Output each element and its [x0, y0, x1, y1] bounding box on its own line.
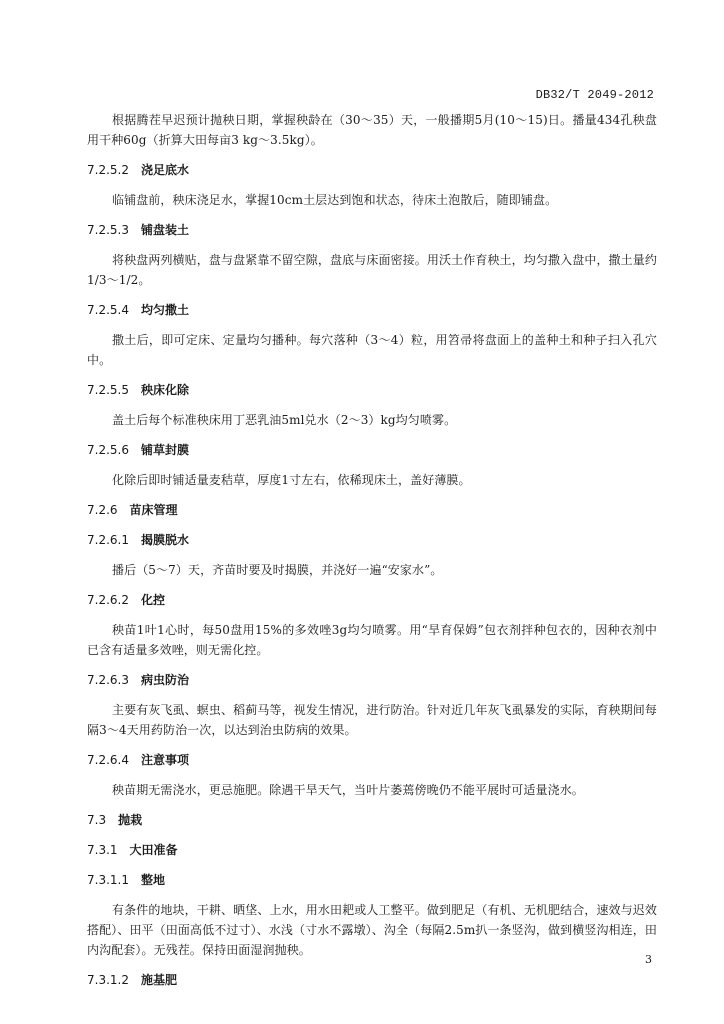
body-paragraph: 主要有灰飞虱、螟虫、稻蓟马等，视发生情况，进行防治。针对近几年灰飞虱暴发的实际，育秧期间每隔3～4天用药防治一次，以达到治虫防病的效果。: [87, 703, 657, 737]
section-number: 7.2.6.3: [87, 673, 129, 687]
section-number: 7.3.1: [87, 843, 118, 857]
section-heading: [87, 810, 657, 830]
body-paragraph: 根据腾茬早迟预计抛秧日期，掌握秧龄在（30～35）天，一般播期5月(10～15)日。播量434孔秧盘用干种60g（折算大田每亩3 kg～3.5kg）。: [87, 113, 657, 147]
section-number: 7.2.5.5: [87, 383, 129, 397]
section-title: 注意事项: [140, 753, 189, 767]
section-title: 均匀撒土: [140, 303, 189, 317]
section-number: 7.2.5.6: [87, 443, 129, 457]
section-number: 7.2.6.2: [87, 593, 129, 607]
section-heading: [87, 970, 657, 990]
section-title: 病虫防治: [140, 673, 189, 687]
section-heading: [87, 160, 657, 180]
body-paragraph: 秧苗1叶1心时，每50盘用15%的多效唑3g均匀喷雾。用“旱育保姆”包衣剂拌种包衣的，因种衣剂中已含有适量多效唑，则无需化控。: [87, 623, 657, 657]
section-title: 浇足底水: [140, 163, 189, 177]
section-heading: [87, 840, 657, 860]
body-paragraph: 秧苗期无需浇水，更忌施肥。除遇干旱天气，当叶片萎蔫傍晚仍不能平展时可适量浇水。: [112, 783, 584, 797]
section-number: 7.2.5.2: [87, 163, 129, 177]
section-title: 铺草封膜: [140, 443, 189, 457]
section-number: 7.3.1.1: [87, 873, 129, 887]
document-body: [87, 110, 657, 1000]
section-heading: [87, 750, 657, 770]
section-title: 揭膜脱水: [140, 533, 189, 547]
section-heading: [87, 870, 657, 890]
body-paragraph: 临铺盘前，秧床浇足水，掌握10cm土层达到饱和状态，待床土泡散后，随即铺盘。: [112, 193, 558, 207]
section-heading: [87, 220, 657, 240]
section-heading: [87, 530, 657, 550]
section-number: 7.3: [87, 813, 107, 827]
section-heading: [87, 670, 657, 690]
body-paragraph: 化除后即时铺适量麦秸草，厚度1寸左右，依稀现床土，盖好薄膜。: [112, 473, 471, 487]
body-paragraph: 有条件的地块，干耕、晒垡、上水，用水田耙或人工整平。做到肥足（有机、无机肥结合，速效与迟效搭配）、田平（田面高低不过寸）、水浅（寸水不露墩）、沟全（每隔2.5m扒一条竖沟，做到横竖沟相连，田内沟配套）。无残茬。保持田面湿润抛秧。: [87, 903, 657, 957]
section-heading: [87, 500, 657, 520]
section-title: 大田准备: [129, 843, 178, 857]
body-paragraph: 播后（5～7）天，齐苗时要及时揭膜，并浇好一遍“安家水”。: [112, 563, 443, 577]
section-number: 7.2.5.4: [87, 303, 129, 317]
section-heading: [87, 380, 657, 400]
body-paragraph: 撒土后，即可定床、定量均匀播种。每穴落种（3～4）粒，用笤帚将盘面上的盖种土和种子扫入孔穴中。: [87, 333, 657, 367]
section-number: 7.2.6.1: [87, 533, 129, 547]
section-number: 7.2.6.4: [87, 753, 129, 767]
section-title: 秧床化除: [140, 383, 189, 397]
standard-code: DB32/T 2049-2012: [535, 88, 654, 102]
section-number: 7.3.1.2: [87, 973, 129, 987]
section-title: 化控: [140, 593, 165, 607]
section-title: 整地: [140, 873, 165, 887]
section-title: 施基肥: [140, 973, 177, 987]
section-heading: [87, 300, 657, 320]
page-number: 3: [645, 953, 652, 966]
section-title: 铺盘装土: [140, 223, 189, 237]
section-heading: [87, 590, 657, 610]
section-heading: [87, 440, 657, 460]
section-number: 7.2.6: [87, 503, 118, 517]
section-number: 7.2.5.3: [87, 223, 129, 237]
body-paragraph: 将秧盘两列横贴，盘与盘紧靠不留空隙，盘底与床面密接。用沃土作育秧土，均匀撒入盘中，撒土量约1/3～1/2。: [87, 253, 657, 287]
body-paragraph: 盖土后每个标准秧床用丁恶乳油5ml兑水（2～3）kg均匀喷雾。: [112, 413, 457, 427]
section-title: 苗床管理: [129, 503, 178, 517]
section-title: 抛栽: [118, 813, 143, 827]
